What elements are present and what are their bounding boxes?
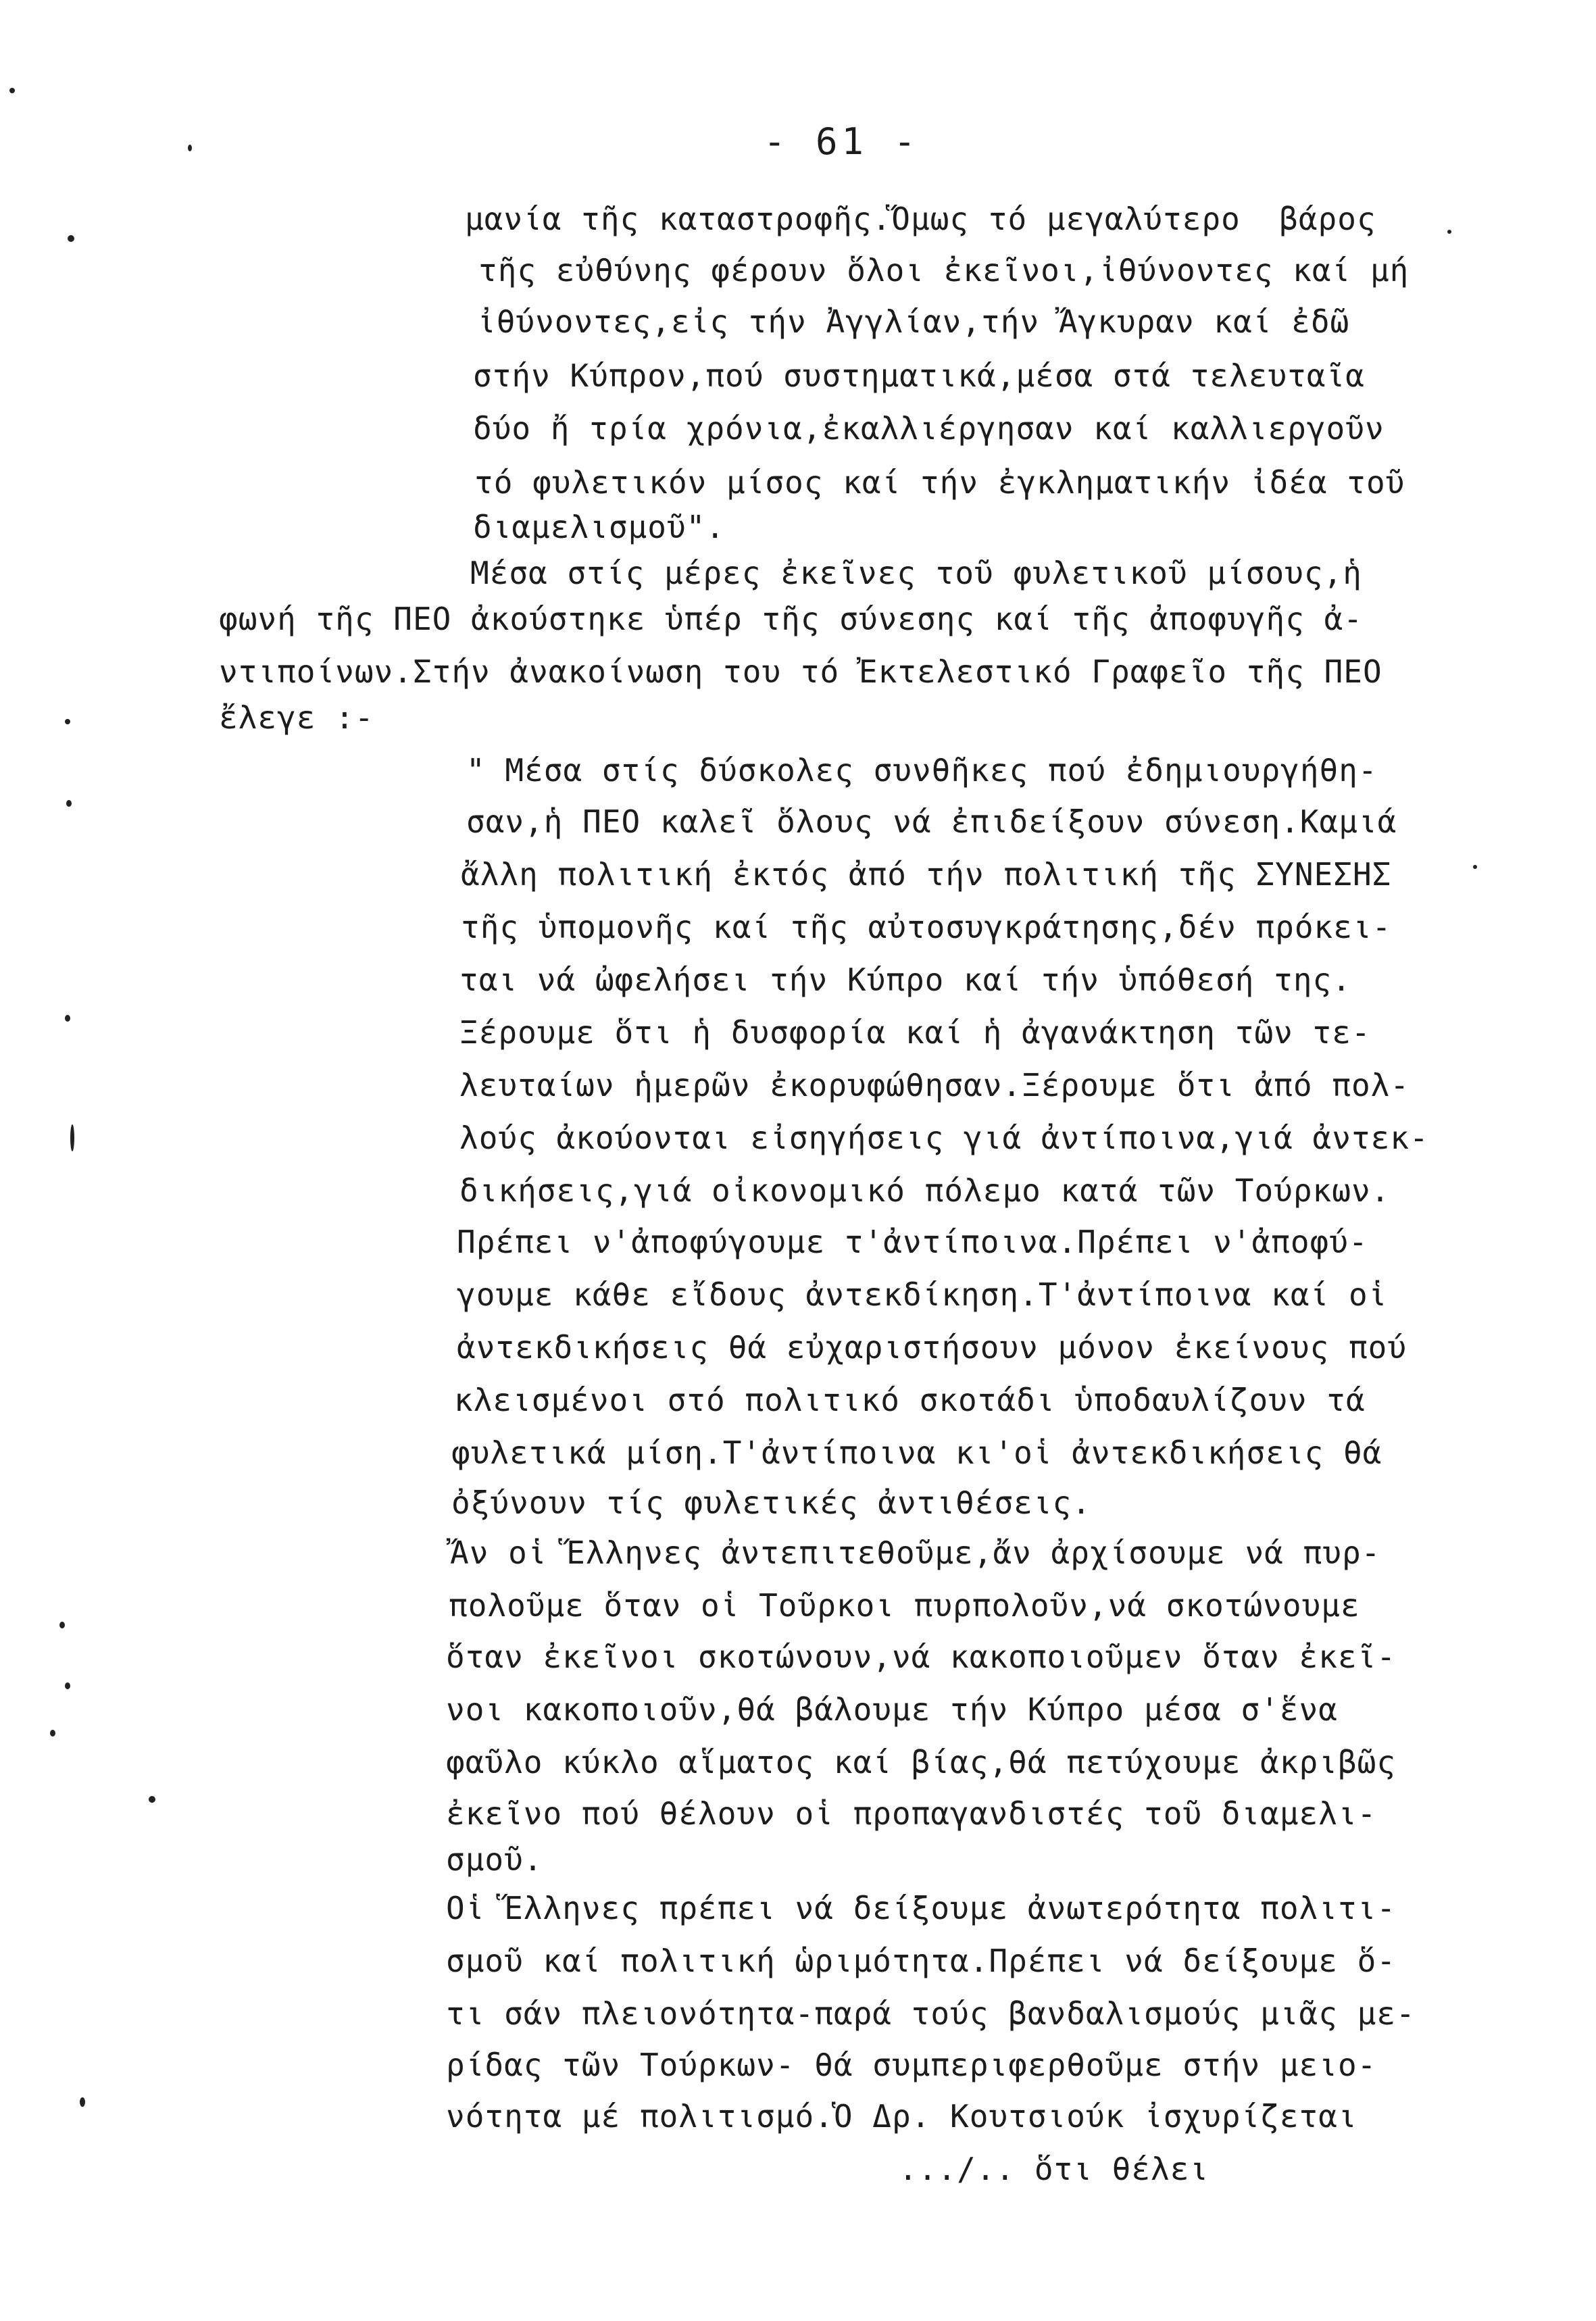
scan-speck	[70, 1124, 74, 1151]
scan-speck	[149, 1796, 155, 1803]
scan-speck	[65, 1682, 70, 1689]
scan-speck	[9, 88, 15, 93]
text-line: λούς ἀκούονται εἰσηγήσεις γιά ἀντίποινα,γιά ἀντεκ-	[459, 1120, 1429, 1156]
text-line: " Μέσα στίς δύσκολες συνθῆκες πού ἐδημιουργήθη-	[466, 752, 1378, 789]
scan-speck	[188, 145, 192, 151]
page-number: - 61 -	[764, 120, 920, 163]
text-line: Ξέρουμε ὅτι ἡ δυσφορία καί ἡ ἀγανάκτηση τῶν τε-	[459, 1014, 1371, 1051]
text-line: ὅταν ἐκεῖνοι σκοτώνουν,νά κακοποιοῦμεν ὅταν ἐκεῖ-	[446, 1639, 1397, 1675]
text-line: τι σάν πλειονότητα-παρά τούς βανδαλισμούς μιᾶς με-	[446, 1995, 1416, 2032]
text-line: γουμε κάθε εἴδους ἀντεκδίκηση.Τ'ἀντίποινα καί οἱ	[457, 1276, 1388, 1313]
continuation-note: .../.. ὅτι θέλει	[899, 2151, 1210, 2187]
text-line: ἄλλη πολιτική ἐκτός ἀπό τήν πολιτική τῆς ΣΥΝΕΣΗΣ	[461, 856, 1392, 893]
text-line: ἀντεκδικήσεις θά εὐχαριστήσουν μόνον ἐκείνους πού	[457, 1329, 1407, 1366]
scan-speck	[68, 235, 74, 242]
text-line: τῆς εὐθύνης φέρουν ὅλοι ἐκεῖνοι,ἰθύνοντες καί μή	[478, 252, 1410, 289]
scan-speck	[59, 1622, 65, 1628]
text-line: φυλετικά μίση.Τ'ἀντίποινα κι'οἱ ἀντεκδικήσεις θά	[451, 1434, 1382, 1471]
scan-speck	[66, 800, 72, 807]
text-line: νοι κακοποιοῦν,θά βάλουμε τήν Κύπρο μέσα σ'ἕνα	[446, 1691, 1338, 1728]
text-line: Οἱ Ἕλληνες πρέπει νά δείξουμε ἀνωτερότητα πολιτι-	[446, 1890, 1397, 1926]
text-line: σμοῦ.	[446, 1841, 543, 1878]
text-line: δικήσεις,γιά οἰκονομικό πόλεμο κατά τῶν Τούρκων.	[459, 1172, 1391, 1209]
text-line: Ἄν οἱ Ἕλληνες ἀντεπιτεθοῦμε,ἄν ἀρχίσουμε νά πυρ-	[450, 1534, 1381, 1571]
text-line: σαν,ἡ ΠΕΟ καλεῖ ὅλους νά ἐπιδείξουν σύνεση.Καμιά	[466, 803, 1397, 840]
text-line: φαῦλο κύκλο αἵματος καί βίας,θά πετύχουμε ἀκριβῶς	[446, 1744, 1397, 1780]
text-line: τό φυλετικόν μίσος καί τήν ἐγκληματικήν ἰδέα τοῦ	[474, 464, 1405, 501]
text-line: σμοῦ καί πολιτική ὡριμότητα.Πρέπει νά δείξουμε ὅ-	[446, 1943, 1397, 1979]
text-line: Πρέπει ν'ἀποφύγουμε τ'ἀντίποινα.Πρέπει ν'ἀποφύ-	[457, 1224, 1368, 1260]
scan-speck	[1447, 230, 1451, 234]
scan-speck	[50, 1730, 55, 1737]
text-line: κλεισμένοι στό πολιτικό σκοτάδι ὑποδαυλίζουν τά	[454, 1382, 1366, 1418]
text-line: πολοῦμε ὅταν οἱ Τοῦρκοι πυρπολοῦν,νά σκοτώνουμε	[449, 1587, 1360, 1624]
scan-speck	[65, 719, 70, 724]
text-line: δύο ἤ τρία χρόνια,ἐκαλλιέργησαν καί καλλιεργοῦν	[473, 410, 1385, 447]
text-line: ἔλεγε :-	[219, 699, 374, 736]
text-line: διαμελισμοῦ".	[473, 509, 726, 545]
scan-speck	[1473, 865, 1477, 869]
text-line: ρίδας τῶν Τούρκων- θά συμπεριφερθοῦμε στήν μειο-	[446, 2047, 1377, 2083]
scan-speck	[65, 1015, 70, 1022]
text-line: ντιποίνων.Στήν ἀνακοίνωση του τό Ἐκτελεστικό Γραφεῖο τῆς ΠΕΟ	[219, 653, 1382, 690]
text-line: φωνή τῆς ΠΕΟ ἀκούστηκε ὑπέρ τῆς σύνεσης καί τῆς ἀποφυγῆς ἀ-	[219, 601, 1363, 637]
text-line: νότητα μέ πολιτισμό.Ὁ Δρ. Κουτσιούκ ἰσχυρίζεται	[446, 2098, 1357, 2135]
text-line: ὀξύνουν τίς φυλετικές ἀντιθέσεις.	[451, 1484, 1091, 1521]
text-line: στήν Κύπρον,πού συστηματικά,μέσα στά τελευταῖα	[473, 357, 1365, 394]
text-line: ται νά ὠφελήσει τήν Κύπρο καί τήν ὑπόθεσή της.	[459, 962, 1351, 998]
text-line: λευταίων ἡμερῶν ἐκορυφώθησαν.Ξέρουμε ὅτι ἀπό πολ-	[459, 1067, 1410, 1103]
text-line: ἐκεῖνο πού θέλουν οἱ προπαγανδιστές τοῦ διαμελι-	[446, 1795, 1377, 1832]
text-line: Μέσα στίς μέρες ἐκεῖνες τοῦ φυλετικοῦ μίσους,ἡ	[470, 555, 1362, 591]
text-line: ἰθύνοντες,εἰς τήν Ἀγγλίαν,τήν Ἄγκυραν καί ἐδῶ	[477, 303, 1350, 340]
text-line: μανία τῆς καταστροφῆς.Ὅμως τό μεγαλύτερο βάρος	[465, 201, 1376, 237]
scan-speck	[80, 2097, 85, 2107]
text-line: τῆς ὑπομονῆς καί τῆς αὐτοσυγκράτησης,δέν πρόκει-	[461, 909, 1392, 945]
